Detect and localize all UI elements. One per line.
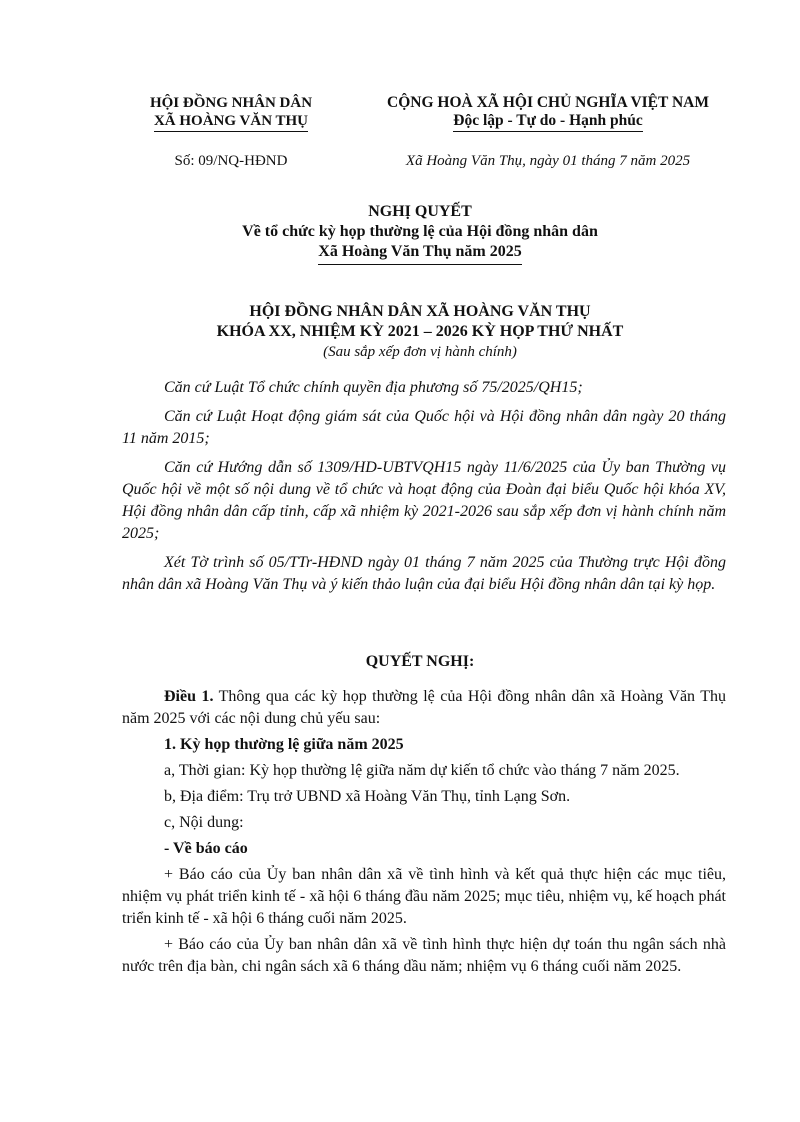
basis-paragraph: Căn cứ Hướng dẫn số 1309/HD-UBTVQH15 ngày 11/6/2025 của Ủy ban Thường vụ Quốc hội về một số nội dung về tổ chức và hoạt động của Đoàn đại biểu Quốc hội khóa XV, Hội đồng nhân dân cấp tỉnh, cấp xã nhiệm kỳ 2021-2026 sau sắp xếp đơn vị hành chính năm 2025; (122, 459, 726, 542)
org-line-1: HỘI ĐỒNG NHÂN DÂN (149, 95, 313, 111)
article-label: Điều 1. (164, 688, 214, 705)
report-item: + Báo cáo của Ủy ban nhân dân xã về tình hình và kết quả thực hiện các mục tiêu, nhiệm vụ phát triển kinh tế - xã hội 6 tháng đầu năm 2025; mục tiêu, nhiệm vụ, kế hoạch phát triển kinh tế - xã hội 6 tháng cuối năm 2025. (122, 866, 726, 927)
reports-heading: - Về báo cáo (164, 840, 248, 857)
doc-type: NGHỊ QUYẾT (368, 203, 472, 220)
council-heading (80, 302, 760, 362)
basis-paragraph: Căn cứ Luật Hoạt động giám sát của Quốc hội và Hội đồng nhân dân ngày 20 tháng 11 năm 2015; (122, 408, 726, 447)
council-line-1: HỘI ĐỒNG NHÂN DÂN XÃ HOÀNG VĂN THỤ (249, 303, 591, 320)
council-line-2: KHÓA XX, NHIỆM KỲ 2021 – 2026 KỲ HỌP THỨ NHẤT (216, 323, 624, 340)
legal-bases (122, 377, 726, 603)
article-1 (122, 686, 726, 982)
meeting-content: c, Nội dung: (164, 814, 244, 831)
national-motto: Độc lập - Tự do - Hạnh phúc (453, 112, 642, 132)
subject-line-1: Về tổ chức kỳ họp thường lệ của Hội đồng nhân dân (242, 223, 598, 240)
national-header (352, 94, 744, 132)
issuing-organization (122, 94, 340, 132)
decision-heading: QUYẾT NGHỊ: (365, 653, 475, 670)
basis-paragraph: Xét Tờ trình số 05/TTr-HĐND ngày 01 tháng 7 năm 2025 của Thường trực Hội đồng nhân dân xã Hoàng Văn Thụ và ý kiến thảo luận của đại biểu Hội đồng nhân dân tại kỳ họp. (122, 554, 726, 593)
basis-paragraph: Căn cứ Luật Tổ chức chính quyền địa phương số 75/2025/QH15; (164, 379, 583, 396)
country-name: CỘNG HOÀ XÃ HỘI CHỦ NGHĨA VIỆT NAM (387, 94, 709, 111)
section-1-title: 1. Kỳ họp thường lệ giữa năm 2025 (164, 736, 404, 753)
subject-line-2: Xã Hoàng Văn Thụ năm 2025 (318, 242, 521, 265)
meeting-place: b, Địa điểm: Trụ trở UBND xã Hoàng Văn Thụ, tỉnh Lạng Sơn. (164, 788, 571, 805)
document-title (80, 202, 760, 265)
org-line-2: XÃ HOÀNG VĂN THỤ (154, 112, 308, 132)
place-date: Xã Hoàng Văn Thụ, ngày 01 tháng 7 năm 2025 (405, 153, 691, 169)
article-1-intro (122, 686, 726, 730)
article-text: Thông qua các kỳ họp thường lệ của Hội đồng nhân dân xã Hoàng Văn Thụ năm 2025 với các nội dung chủ yếu sau: (122, 688, 726, 727)
council-note: (Sau sắp xếp đơn vị hành chính) (323, 344, 517, 360)
meeting-time: a, Thời gian: Kỳ họp thường lệ giữa năm dự kiến tổ chức vào tháng 7 năm 2025. (164, 762, 680, 779)
report-item: + Báo cáo của Ủy ban nhân dân xã về tình hình thực hiện dự toán thu ngân sách nhà nước trên địa bàn, chi ngân sách xã 6 tháng dầu năm; nhiệm vụ 6 tháng cuối năm 2025. (122, 936, 726, 975)
document-number: Số: 09/NQ-HĐND (174, 153, 288, 169)
